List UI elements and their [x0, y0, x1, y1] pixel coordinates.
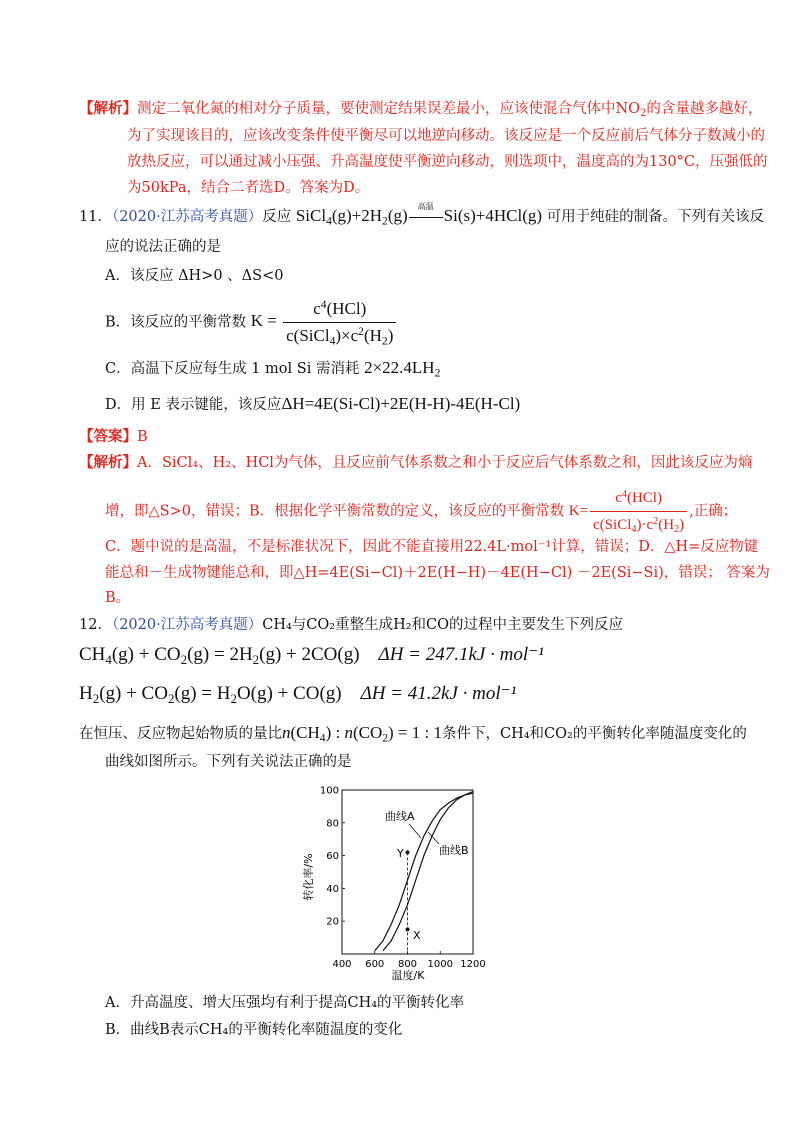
y-tick-label: 100: [319, 785, 339, 797]
mole-ratio-expression: $n(CH_4)$ : $n(CO_2) = 1$ : 1: [282, 723, 442, 745]
analysis-text: 测定二氧化氮的相对分子质量，要使测定结果误差最小，应该使混合气体中NO: [137, 101, 641, 117]
analysis-tag: 【解析】: [79, 454, 137, 471]
answer-value: B: [137, 429, 148, 445]
q11-reaction-equation: $SiCl_4(g)+2H_2(g)$ 高温 Si(s)+4HCl(g): [296, 206, 542, 225]
y-tick-label: 40: [326, 883, 339, 895]
series-label-a: 曲线A: [385, 810, 415, 823]
y-tick-label: 60: [326, 851, 339, 863]
q12-equation-1: $CH_4(g) + CO_2(g) = 2H_2(g) + 2CO(g)$ ΔH = 247.1kJ · mol⁻¹: [79, 644, 544, 667]
analysis-text: 的含量越多越好，: [646, 101, 763, 117]
series-a-leader: [409, 824, 421, 838]
q11-analysis-line-1: [79, 453, 752, 473]
analysis-text: A．SiCl₄、H₂、HCl为气体，且反应前气体系数之和小于反应后气体系数之和，因此该反应为熵: [137, 455, 753, 471]
consumption-expression: $2\times 22.4LH_2$: [364, 358, 441, 380]
subscript: 2: [640, 107, 647, 119]
question-number: 12．: [79, 617, 112, 633]
q11-analysis-line-5: B。: [105, 590, 131, 606]
analysis-text: 增，即△S>0，错误；B．根据化学平衡常数的定义，该反应的平衡常数: [105, 503, 565, 520]
x-tick-label: 1200: [460, 959, 486, 970]
option-text: D．用 E 表示键能，该反应: [105, 397, 282, 413]
enthalpy-value: ΔH = 41.2kJ · mol⁻¹: [360, 683, 517, 704]
point-label-y: Y: [397, 847, 404, 860]
analysis-k-formula: K= $\frac{c^4(HCl)}{c(SiCl_4)\cdot c^2(H_2)}$: [569, 503, 689, 519]
q10-analysis-line-2: 为了实现该目的，应该改变条件使平衡尽可以地逆向移动。该反应是一个反应前后气体分子数减小的: [127, 128, 765, 144]
q11-option-c: [105, 358, 440, 379]
stem-text: 反应: [262, 209, 292, 225]
q10-analysis-line-4: 为50kPa，结合二者选D。答案为D。: [127, 180, 370, 196]
q11-analysis-line-2: [105, 487, 737, 536]
x-tick-label: 600: [365, 959, 385, 970]
q12-condition-line-2: 曲线如图所示。下列有关说法正确的是: [105, 754, 352, 770]
q11-option-d: [105, 394, 520, 415]
enthalpy-value: ΔH = 247.1kJ · mol⁻¹: [378, 644, 544, 665]
q12-stem: [79, 615, 623, 635]
question-source: （2020·江苏高考真题）: [111, 209, 263, 225]
q10-analysis-line-3: 放热反应，可以通过减小压强、升高温度使平衡逆向移动，则选项中，温度高的为130°C，压强低的: [127, 154, 768, 170]
stem-text: 条件下，CH₄和CO₂的平衡转化率随温度变化的: [442, 726, 747, 742]
x-tick-label: 400: [332, 959, 352, 970]
x-tick-label: 1000: [427, 959, 453, 970]
stem-text: 在恒压、反应物起始物质的量比: [79, 726, 282, 742]
conversion-vs-temperature-chart: [296, 782, 486, 982]
analysis-tag: 【解析】: [79, 100, 137, 117]
option-text: C．高温下反应每生成 1 mol Si 需消耗: [105, 361, 360, 377]
answer-tag: 【答案】: [79, 428, 137, 445]
series-label-b: 曲线B: [439, 844, 469, 857]
reaction-arrow: [408, 202, 444, 226]
y-tick-label: 80: [326, 818, 339, 830]
y-axis-label: 转化率/%: [302, 853, 315, 901]
q11-analysis-line-3: C．题中说的是高温，不是标准状况下，因此不能直接用22.4L·mol⁻¹计算，错误；D．△H=反应物键: [105, 539, 759, 555]
q12-condition-line-1: [79, 723, 747, 744]
equilibrium-constant-formula: K = $\frac{c^4(HCl)}{c(SiCl_4)\times c^2(H_2)}$: [251, 311, 399, 330]
q11-option-b: [105, 298, 398, 347]
q11-stem-line-1: [79, 202, 765, 228]
stem-text: 可用于纯硅的制备。下列有关该反: [546, 209, 765, 225]
bond-energy-expression: ΔH=4E(Si-Cl)+2E(H-H)-4E(H-Cl): [281, 394, 521, 413]
point-label-x: X: [413, 929, 421, 942]
q12-option-b: B．曲线B表示CH₄的平衡转化率随温度的变化: [105, 1022, 403, 1038]
q12-equation-2: $H_2(g) + CO_2(g) = H_2O(g) + CO(g)$ ΔH = 41.2kJ · mol⁻¹: [79, 683, 517, 706]
analysis-text: ,正确；: [689, 503, 738, 520]
q11-option-a: A．该反应 ΔH>0 、ΔS<0: [105, 268, 284, 284]
reaction-condition: 高温: [417, 202, 434, 211]
q10-analysis-line-1: [79, 99, 762, 119]
q11-stem-line-2: 应的说法正确的是: [105, 239, 221, 255]
q12-option-a: A．升高温度、增大压强均有利于提高CH₄的平衡转化率: [105, 995, 465, 1011]
question-number: 11．: [79, 209, 112, 225]
stem-text: CH₄与CO₂重整生成H₂和CO的过程中主要发生下列反应: [262, 617, 624, 633]
option-text: B．该反应的平衡常数: [105, 314, 247, 331]
x-tick-label: 800: [397, 959, 418, 970]
x-axis-label: 温度/K: [391, 969, 425, 982]
q11-answer: [79, 427, 148, 447]
q11-analysis-line-4: 能总和－生成物键能总和，即△H=4E(Si−Cl)＋2E(H−H)－4E(H−Cl) －2E(Si−Si)，错误； 答案为: [105, 565, 770, 581]
question-source: （2020·江苏高考真题）: [111, 617, 263, 633]
y-tick-label: 20: [326, 916, 339, 928]
